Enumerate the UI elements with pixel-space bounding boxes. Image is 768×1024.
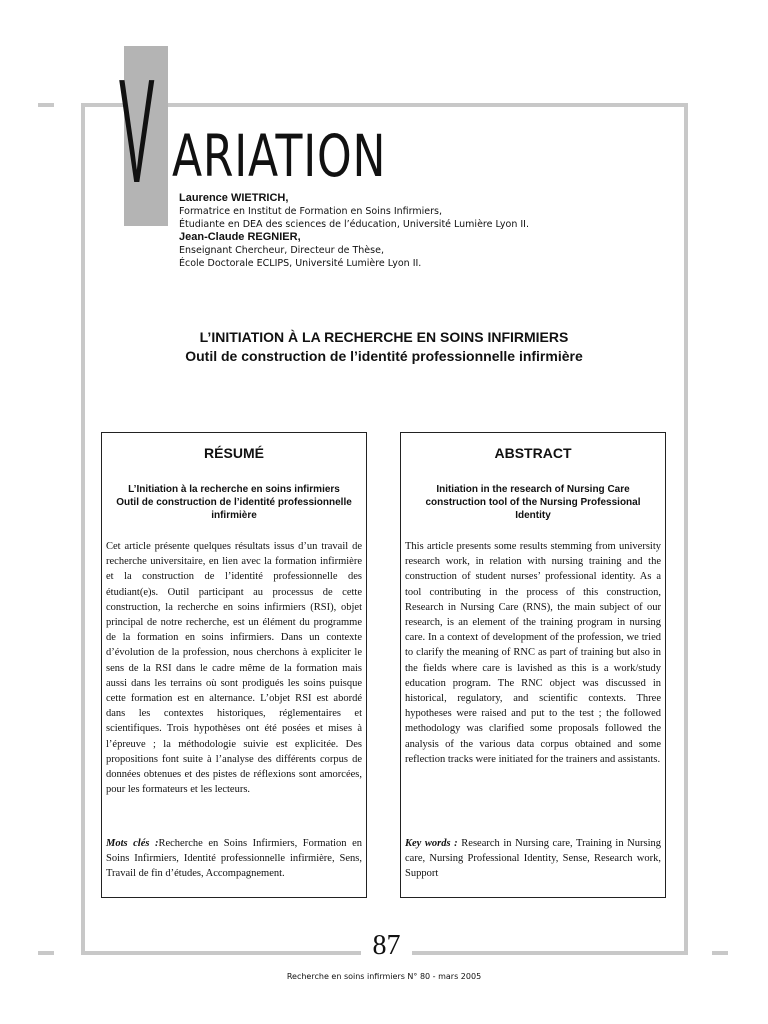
tick-mark [712, 951, 728, 955]
resume-body: Cet article présente quelques résultats issus d’un travail de recherche universitaire, en lien avec la formation infirmière et la construction de l’identité professionnelle des étudiant(e)s. Outil participant au processus de cette construction, la recherche en soins infirmiers (RSI), objet principal de notre recherche, est un élément du programme de la formation en soins infirmiers. Dans un contexte d’évolution de la profession, nous cherchons à expliciter le sens de la RSI dans le cadre même de la formation mais aussi dans les terrains où sont prodigués les soins puisque cette formation est en alternance. L’objet RSI est abordé dans les contextes historiques, réglementaires et scientifiques. Trois hypothèses ont été posées et mises à l’épreuve ; la méthodologie suivie est explicitée. Des propositions font suite à l’analyse des différents corpus de données obtenues et des pistes de réflexions sont amorcées, pour les formateurs et les lecteurs. [106, 541, 362, 796]
abstract-subtitle: Initiation in the research of Nursing Care construction tool of the Nursing Professional Identity [425, 484, 641, 521]
header-big-letter: V [119, 49, 155, 214]
abstract-keywords-label: Key words : [405, 838, 458, 849]
abstract-keywords-text: Research in Nursing care, Training in Nursing care, Nursing Professional Identity, Sense, Research work, Support [405, 838, 661, 880]
frame-bottom-right-rule [412, 951, 688, 955]
author-name: Jean-Claude REGNIER, [179, 231, 301, 243]
abstract-box [400, 432, 666, 898]
author-block [179, 192, 659, 270]
resume-keywords-label: Mots clés : [106, 838, 159, 849]
resume-keywords [106, 836, 362, 882]
frame-top-rule [81, 103, 688, 107]
article-title-line2: Outil de construction de l’identité professionnelle infirmière [185, 348, 583, 364]
frame-left-rule [81, 103, 85, 955]
header-word: ARIATION [172, 122, 387, 190]
abstract-body: This article presents some results stemming from university research work, in relation with nursing training and the construction of student nurses’ professional identity. As a tool contributing in the process of this construction, Research in Nursing Care (RNS), the main subject of our research, is an element of the training program in nursing care. In a context of development of the profession, we tried to clarify the meaning of RNC as part of training but also in the fields where care is lavished as this is a work/study education program. The RNC object was discussed in historical, regulatory, and scientific contexts. Three hypotheses were raised and put to the test ; the followed methodology was clarified some proposals followed the analysis of the various data corpus obtained and some reflection tracks were initiated for the trainers and assistants. [405, 541, 661, 765]
resume-heading: RÉSUMÉ [204, 445, 264, 461]
page-number: 87 [372, 930, 401, 961]
resume-subtitle: L’Initiation à la recherche en soins infirmiers Outil de construction de l’identité professionnelle infirmière [116, 484, 352, 521]
author-affiliation: Enseignant Chercheur, Directeur de Thèse, [179, 245, 384, 256]
journal-footer: Recherche en soins infirmiers N° 80 - mars 2005 [286, 972, 482, 981]
tick-mark [38, 103, 54, 107]
author-affiliation: Formatrice en Institut de Formation en Soins Infirmiers, [179, 206, 443, 217]
frame-right-rule [684, 103, 688, 955]
resume-keywords-text: Recherche en Soins Infirmiers, Formation en Soins Infirmiers, Identité professionnelle infirmière, Sens, Travail de fin d’études, Accompagnement. [106, 838, 362, 880]
tick-mark [38, 951, 54, 955]
author-affiliation: École Doctorale ECLIPS, Université Lumière Lyon II. [179, 258, 422, 269]
abstract-heading: ABSTRACT [494, 445, 572, 461]
resume-box [101, 432, 367, 898]
author-name: Laurence WIETRICH, [179, 192, 289, 204]
author-affiliation: Étudiante en DEA des sciences de l’éducation, Université Lumière Lyon II. [179, 219, 529, 230]
article-title [100, 328, 668, 366]
abstract-keywords [405, 836, 661, 882]
article-title-line1: L’INITIATION À LA RECHERCHE EN SOINS INFIRMIERS [199, 329, 569, 345]
frame-bottom-left-rule [81, 951, 361, 955]
